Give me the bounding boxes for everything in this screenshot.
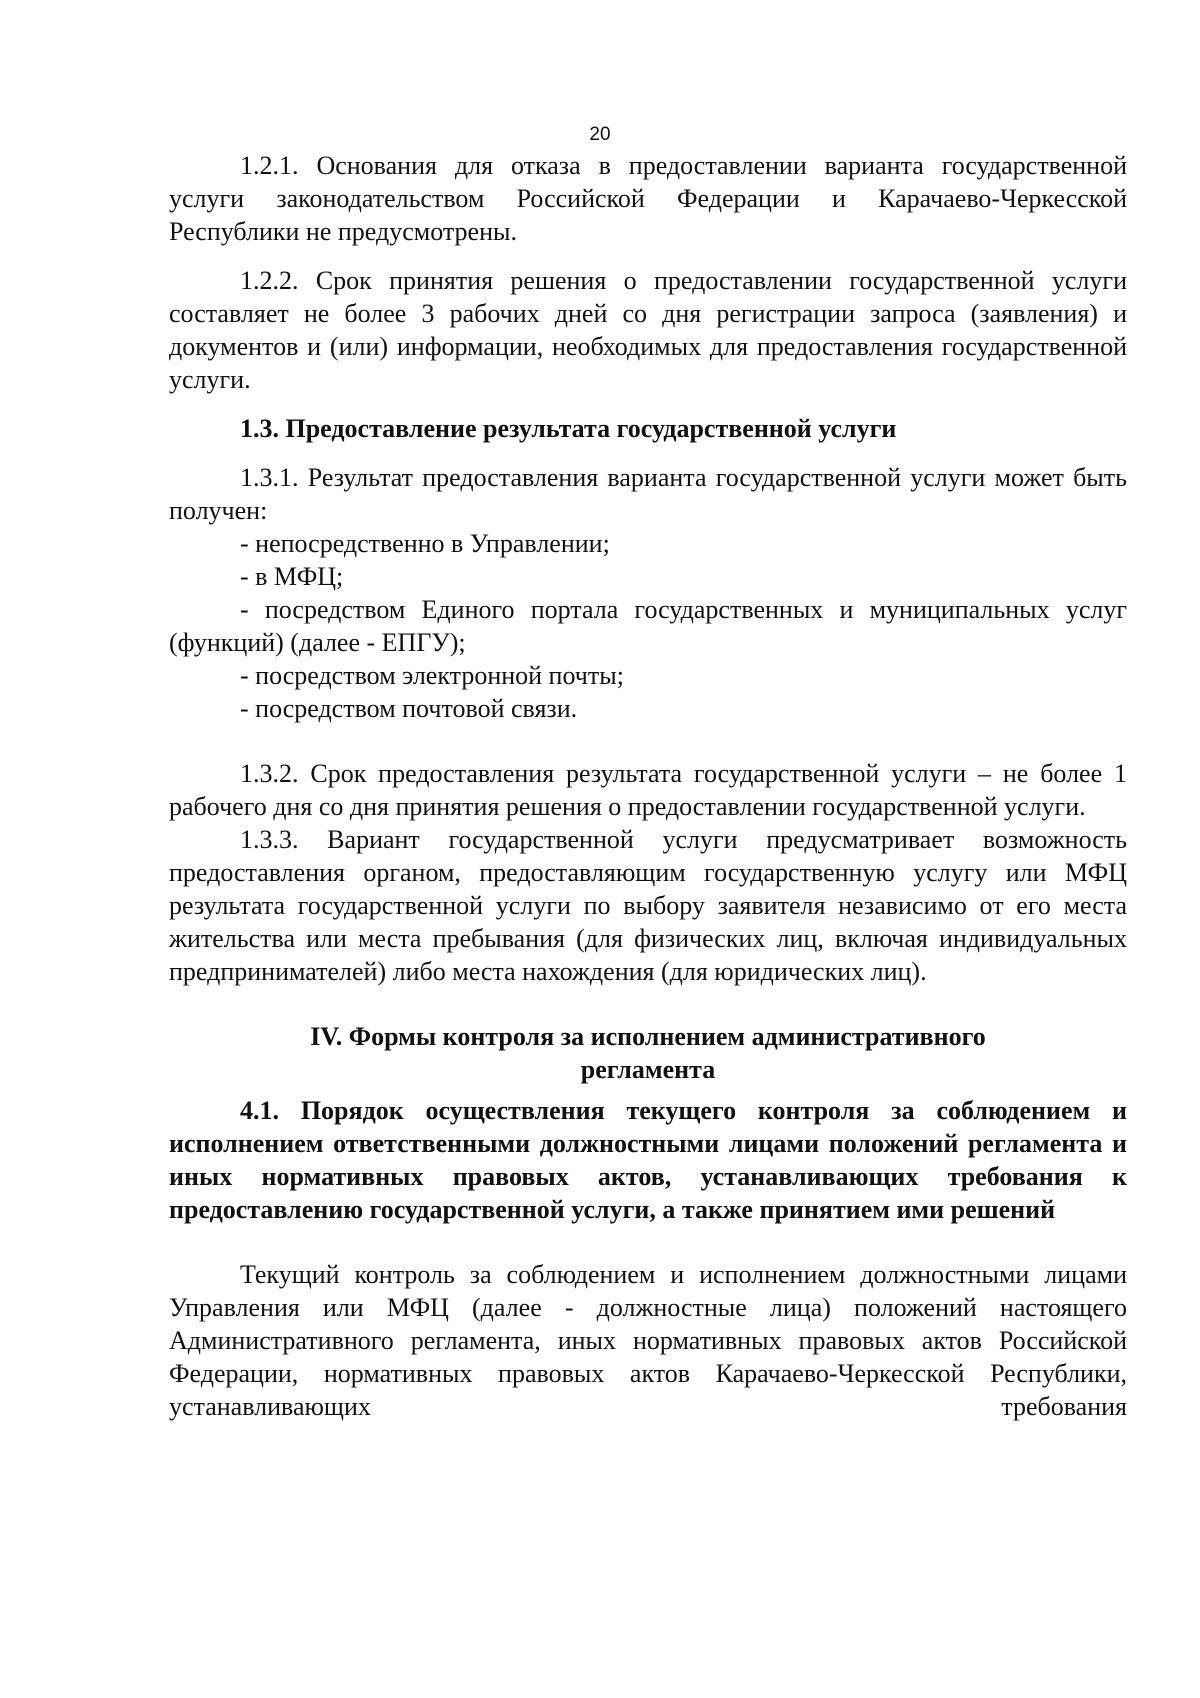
list-item: - посредством Единого портала государственных и муниципальных услуг (функций) (далее - ЕПГУ); xyxy=(169,595,1127,657)
paragraph-1-2-2: 1.2.2. Срок принятия решения о предоставлении государственной услуги составляет не более 3 рабочих дней со дня регистрации запроса (заявления) и документов и (или) информации, необходимых для предоставления государственной услуги. xyxy=(169,266,1127,394)
list-item: - в МФЦ; xyxy=(240,562,344,591)
paragraph-current-control: Текущий контроль за соблюдением и исполнением должностными лицами Управления или МФЦ (далее - должностные лица) положений настоящего Административного регламента, иных нормативных правовых актов Российской Федерации, нормативных правовых актов Карачаево-Черкесской Республики, устанавливающих требования xyxy=(169,1260,1127,1421)
paragraph-1-3-1: 1.3.1. Результат предоставления варианта государственной услуги может быть получен: xyxy=(169,463,1127,525)
paragraph-1-2-1: 1.2.1. Основания для отказа в предоставлении варианта государственной услуги законодательством Российской Федерации и Карачаево-Черкесской Республики не предусмотрены. xyxy=(169,151,1127,246)
heading-4-1: 4.1. Порядок осуществления текущего контроля за соблюдением и исполнением ответственными должностными лицами положений регламента и иных нормативных правовых актов, устанавливающих требования к предоставлению государственной услуги, а также принятием ими решений xyxy=(169,1096,1127,1224)
list-item: - посредством почтовой связи. xyxy=(240,694,578,723)
list-item: - непосредственно в Управлении; xyxy=(240,529,610,558)
section-iv-heading-line-2: регламента xyxy=(580,1055,716,1084)
heading-1-3: 1.3. Предоставление результата государственной услуги xyxy=(240,414,897,443)
section-iv-heading-line-1: IV. Формы контроля за исполнением административного xyxy=(310,1022,986,1051)
list-item: - посредством электронной почты; xyxy=(240,661,624,690)
paragraph-1-3-3: 1.3.3. Вариант государственной услуги предусматривает возможность предоставления органом, предоставляющим государственную услугу или МФЦ результата государственной услуги по выбору заявителя независимо от его места жительства или места пребывания (для физических лиц, включая индивидуальных предпринимателей) либо места нахождения (для юридических лиц). xyxy=(169,825,1127,986)
document-body xyxy=(169,149,1127,1423)
paragraph-1-3-2: 1.3.2. Срок предоставления результата государственной услуги – не более 1 рабочего дня со дня принятия решения о предоставлении государственной услуги. xyxy=(169,759,1127,821)
page-number: 20 xyxy=(589,124,611,145)
